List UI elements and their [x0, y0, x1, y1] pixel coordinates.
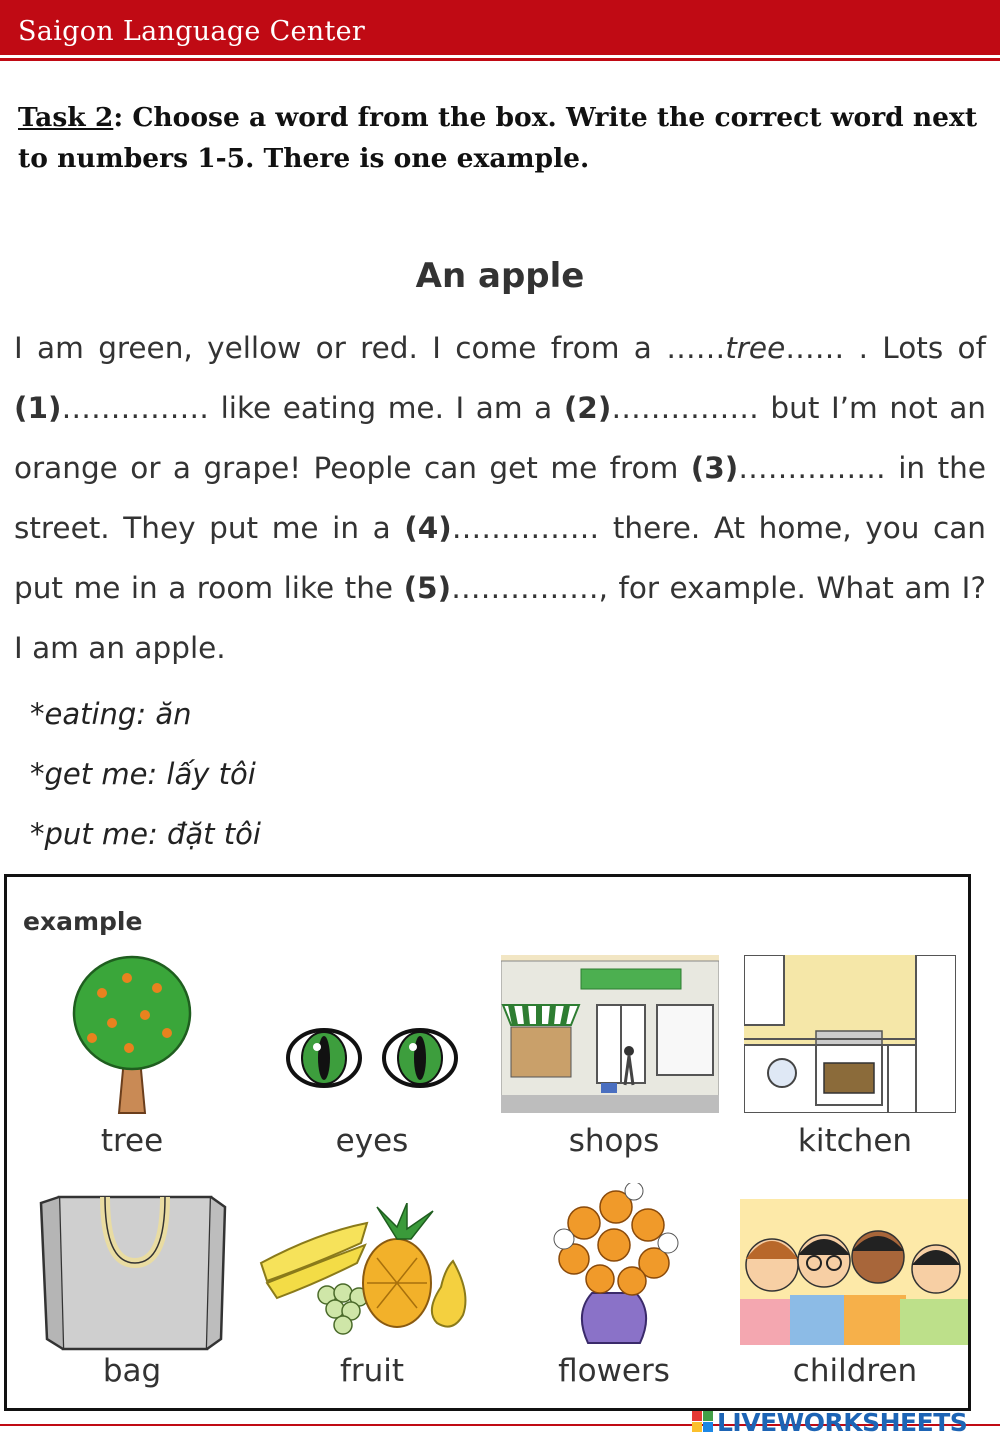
task-label: Task 2 [18, 102, 114, 133]
word-cell-fruit [257, 1183, 487, 1413]
answer-blank-1[interactable]: …………… like eating me. I am a [61, 391, 564, 425]
word-bag: bag [102, 1353, 162, 1389]
blank-number-1: (1) [14, 391, 62, 425]
liveworksheets-logo-text: LIVEWORKSHEETS [717, 1408, 968, 1437]
story-text: I am green, yellow or red. I come from a …… [14, 331, 726, 365]
tree-icon [67, 953, 197, 1118]
story-paragraph [14, 318, 986, 678]
liveworksheets-logo[interactable] [692, 1408, 988, 1437]
glossary-put-me: *put me: đặt tôi [30, 817, 261, 851]
answer-blank-4[interactable]: …………… there. At home, you can put me in a room like the [14, 511, 987, 605]
word-eyes: eyes [335, 1123, 409, 1159]
glossary-eating: *eating: ăn [30, 697, 192, 731]
task-instruction [18, 97, 978, 179]
example-answer: tree [725, 331, 786, 365]
word-shops: shops [568, 1123, 660, 1159]
blank-number-3: (3) [690, 451, 739, 485]
header-title: Saigon Language Center [18, 16, 366, 47]
answer-blank-2[interactable]: …………… but I’m not an orange or a grape! People can get me from [14, 391, 986, 485]
header-bar [0, 0, 1000, 55]
answer-blank-3[interactable]: …………… in the street. They put me in a [14, 451, 986, 545]
word-kitchen: kitchen [797, 1123, 913, 1159]
blank-number-2: (2) [563, 391, 612, 425]
blank-number-4: (4) [404, 511, 452, 545]
task-text: : Choose a word from the box. Write the correct word next to numbers 1-5. There is one example. [18, 102, 978, 174]
shops-icon [501, 955, 719, 1113]
word-children: children [792, 1353, 918, 1389]
word-tree: tree [100, 1123, 164, 1159]
word-box [4, 874, 971, 1411]
bag-icon [35, 1183, 235, 1353]
fruit-icon [257, 1203, 487, 1338]
word-cell-children [740, 1183, 970, 1413]
word-cell-bag [17, 1183, 247, 1413]
liveworksheets-badge-icon [692, 1411, 714, 1433]
header-rule [0, 58, 1000, 61]
children-icon [740, 1199, 968, 1345]
story-text: …… . Lots of [785, 331, 986, 365]
word-fruit: fruit [339, 1353, 405, 1389]
flowers-icon [544, 1183, 684, 1348]
glossary-get-me: *get me: lấy tôi [30, 757, 256, 791]
blank-number-5: (5) [403, 571, 452, 605]
story-title: An apple [415, 256, 585, 296]
kitchen-icon [744, 955, 956, 1113]
word-cell-flowers [499, 1183, 729, 1413]
word-flowers: flowers [558, 1353, 670, 1389]
answer-blank-5[interactable]: ……………, for example. What am I? I am an apple. [14, 571, 986, 665]
eyes-icon [282, 1023, 462, 1093]
example-label: example [23, 907, 143, 936]
